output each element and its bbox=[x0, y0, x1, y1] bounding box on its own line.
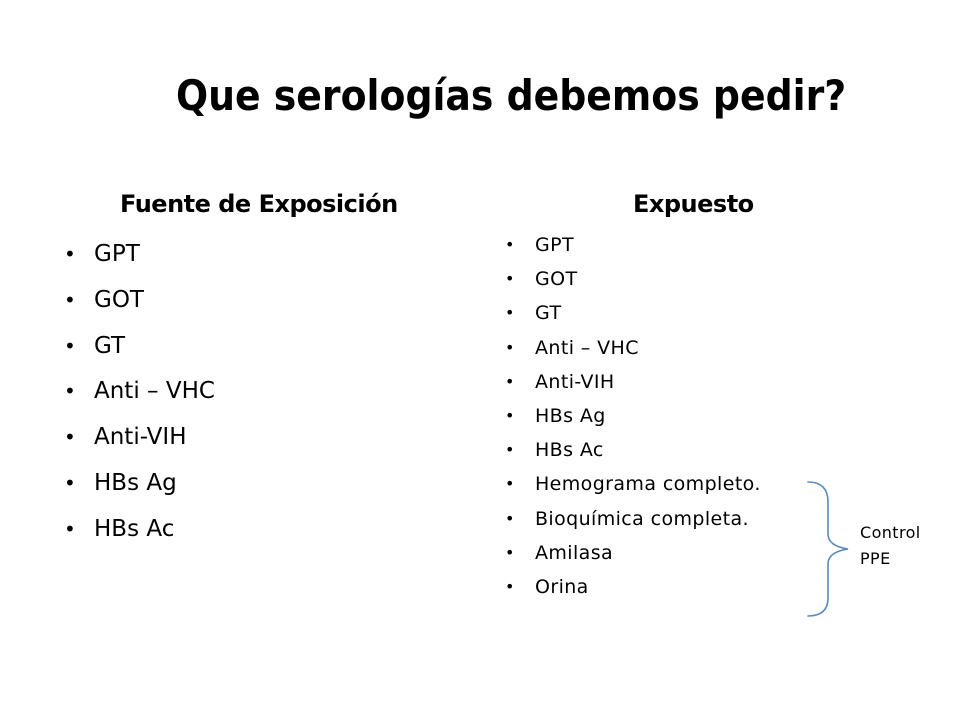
bullet-icon: • bbox=[64, 516, 76, 541]
control-note bbox=[860, 520, 921, 572]
column-heading-exposed: Expuesto bbox=[633, 190, 754, 218]
list-item: • Anti-VIH bbox=[94, 419, 215, 465]
bullet-icon: • bbox=[505, 405, 515, 425]
list-item: • Orina bbox=[535, 572, 761, 606]
bullet-icon: • bbox=[64, 379, 76, 404]
list-item: • HBs Ag bbox=[94, 465, 215, 511]
bullet-icon: • bbox=[505, 576, 515, 596]
control-note-line1: Control bbox=[860, 523, 921, 542]
list-item: • Amilasa bbox=[535, 538, 761, 572]
source-test-list bbox=[64, 236, 215, 557]
bullet-icon: • bbox=[505, 474, 515, 494]
bullet-icon: • bbox=[64, 470, 76, 495]
bullet-icon: • bbox=[505, 542, 515, 562]
list-item: • Anti-VIH bbox=[535, 367, 761, 401]
exposed-test-list bbox=[505, 230, 761, 606]
list-item: • Hemograma completo. bbox=[535, 469, 761, 503]
list-item: • GPT bbox=[94, 236, 215, 282]
bullet-icon: • bbox=[64, 333, 76, 358]
bullet-icon: • bbox=[505, 269, 515, 289]
bullet-icon: • bbox=[505, 371, 515, 391]
bullet-icon: • bbox=[505, 440, 515, 460]
list-item: • Anti – VHC bbox=[535, 333, 761, 367]
list-item: • GT bbox=[94, 328, 215, 374]
slide-title: Que serologías debemos pedir? bbox=[176, 71, 847, 120]
list-item: • GT bbox=[535, 298, 761, 332]
list-item: • GOT bbox=[535, 264, 761, 298]
list-item: • HBs Ag bbox=[535, 401, 761, 435]
control-note-line2: PPE bbox=[860, 549, 891, 568]
bullet-icon: • bbox=[505, 235, 515, 254]
list-item: • GOT bbox=[94, 282, 215, 328]
bullet-icon: • bbox=[505, 337, 515, 357]
bullet-icon: • bbox=[64, 425, 76, 450]
bullet-icon: • bbox=[505, 508, 515, 528]
list-item: • HBs Ac bbox=[94, 511, 215, 557]
list-item: • HBs Ac bbox=[535, 435, 761, 469]
bullet-icon: • bbox=[64, 287, 76, 312]
bullet-icon: • bbox=[64, 242, 76, 266]
list-item: • Bioquímica completa. bbox=[535, 504, 761, 538]
list-item: • Anti – VHC bbox=[94, 373, 215, 419]
curly-brace-icon bbox=[804, 476, 864, 622]
bullet-icon: • bbox=[505, 303, 515, 323]
list-item: • GPT bbox=[535, 230, 761, 264]
column-heading-source: Fuente de Exposición bbox=[120, 190, 398, 218]
